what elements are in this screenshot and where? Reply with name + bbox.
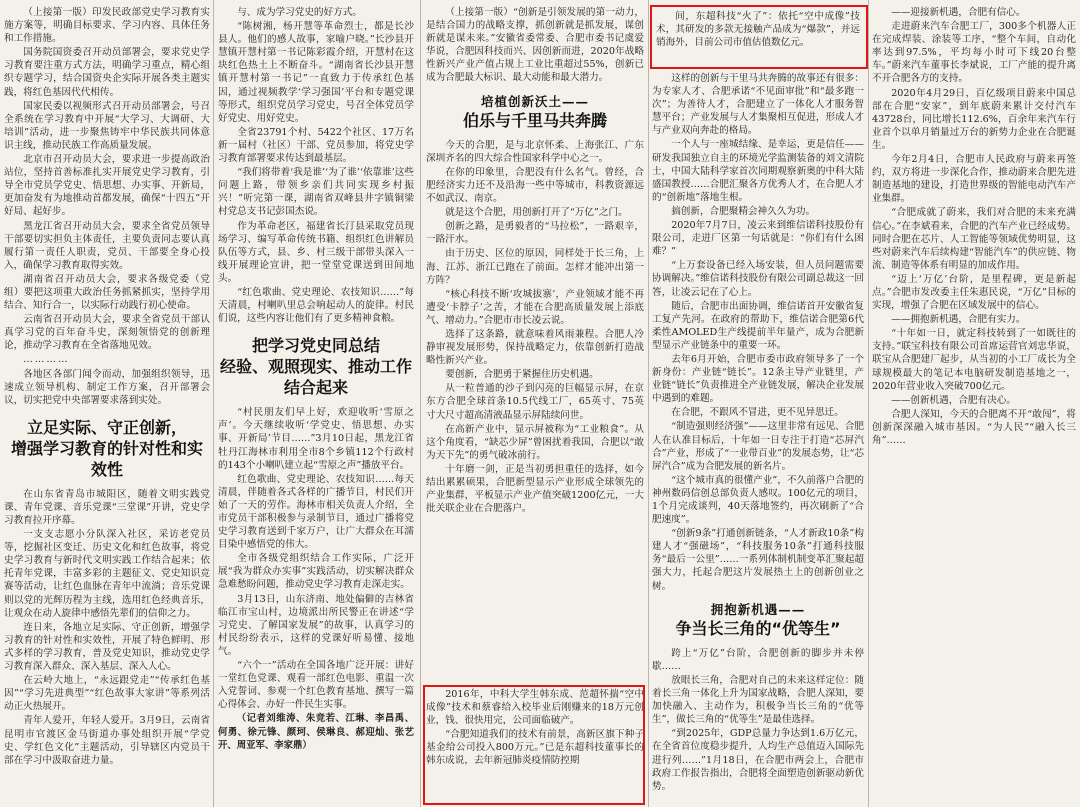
- article-column-4: [652, 6, 864, 801]
- section-heading-line: 增强学习教育的针对性和实效性: [10, 438, 203, 479]
- paragraph: （上接第一版）印发民政部党史学习教育实施方案等，明确目标要求、学习内容、具体任务和工作措施。: [4, 7, 210, 45]
- column-divider: [648, 0, 649, 807]
- paragraph: 连日来，各地立足实际、守正创新，增强学习教育的针对性和实效性，开展了特色鲜明、形式多样的学习教育，普及党史知识，推动党史学习教育深入群众、深入基层、深入人心。: [4, 621, 210, 673]
- paragraph: “迈上‘万亿’台阶，是里程碑，更是新起点。”合肥市发改委主任朱惠民说，“万亿”目标的实现，增强了合肥在区域发展中的信心。: [872, 273, 1076, 312]
- paragraph: 作为革命老区，福建省长汀县采取党员现场学习、编写革命传统书籍、组织红色讲解员队伍等方式，县、乡、村三级干部带头深入一线开展理论宣讲，把一堂堂党课送到田间地头。: [218, 220, 414, 284]
- paragraph: 一个人与一座城结缘、是幸运，更是信任——研发我国独立自主的环境光学监测装备的刘文清院士，中国大陆科学家首次同期观察新奥的中科大陆盛国教授……合肥汇聚各方优秀人才，在合肥人才的“创新地”落地生根。: [652, 139, 864, 203]
- paragraph: 国家民委以视频形式召开动员部署会，号召全系统在学习教育中开展“大学习、大调研、大培训”活动，进一步聚焦铸牢中华民族共同体意识主线，推动民族工作高质量发展。: [4, 100, 210, 151]
- section-heading-line: 把学习党史同总结: [251, 336, 380, 356]
- paragraph: 随后，合肥市出面协调，维信诺首开安徽省复工复产先河。在政府的帮助下，维信诺合肥第6代柔性AMOLED生产线提前半年量产，成为合肥新型显示产业链条中的重要一环。: [652, 300, 864, 351]
- paragraph: 要创新，合肥勇于紧握住历史机遇。: [445, 369, 599, 381]
- paragraph: 在你的印象里，合肥没有什么名气。曾经，合肥经济实力还不及沿海一些中等城市，科教资源远不如武汉、南京。: [426, 166, 644, 205]
- paragraph: 十年磨一剑，正是当初勇担重任的选择，如今结出累累硕果，合肥新型显示产业形成全球领先的产业集群，平板显示产业产值突破1200亿元，一大批关联企业在合肥落户。: [426, 463, 644, 515]
- paragraph: 红色歌曲、党史理论、农技知识……每天清晨，伴随着各式各样的广播节目，村民们开始了一天的劳作。海林市相关负责人介绍，全市党员干部积极参与录制节目，通过广播将党史学习教育送到千家万户，让广大群众在耳濡目染中感悟党的伟大。: [218, 473, 414, 551]
- column-divider: [213, 0, 214, 807]
- paragraph: “到2025年，GDP总量力争达到1.6万亿元，在全省首位度稳步提升，人均生产总值迈入国际先进行列……”1月18日，在合肥市两会上，合肥市政府工作报告指出，合肥将全面塑造创新驱动新优势。: [652, 728, 864, 792]
- section-heading: 伯乐与千里马共奔腾: [462, 110, 607, 130]
- paragraph: 去年6月开始，合肥市委市政府领导多了一个新身份：产业链“链长”。12条主导产业链里，产业链“链长”负责推进全产业链发展，解决企业发展中遇到的难题。: [652, 353, 864, 405]
- paragraph: “红色歌曲、党史理论、农技知识……”每天清晨，村喇叭里总会响起动人的旋律。村民们说，这些内容让他们有了更多精神食粮。: [218, 286, 414, 325]
- paragraph: “上万套设备已经入场安装，但人员问题需要协调解决。”维信诺科技股份有限公司副总裁这一回答，让凌云记在了心上。: [652, 260, 864, 298]
- paragraph: 北京市召开动员大会，要求进一步提高政治站位，坚持首善标准扎实开展党史学习教育，引导全市党员学党史、悟思想、办实事、开新局，更加奋发有为地推动首都发展，确保“十四五”开好局、起好步。: [4, 154, 210, 218]
- paragraph: 今年2月4日，合肥市人民政府与蔚来再签约，双方将进一步深化合作，推动蔚来合肥先进制造基地的建设，打造世界级的智能电动汽车产业集群。: [872, 154, 1076, 205]
- paragraph: “陈树湘，杨开慧等革命烈士，都是长沙县人。他们的感人故事，家喻户晓。”长沙县开慧镇开慧村第一书记陈彩霞介绍，开慧村在这块红色热土上不断奋斗。“湖南省长沙县开慧镇开慧村第一书记”一直致力于传承红色基因，通过视频教学‘学习强国’平台和专题党课等形式，组织党员学习党史，号召全体党员学好党史、用好党史。: [218, 21, 414, 124]
- highlighted-passage: [426, 688, 644, 802]
- paragraph: ——创新机遇，合肥有决心。: [891, 394, 1016, 406]
- section-heading: 争当长三角的“优等生”: [675, 618, 841, 638]
- section-heading-line: 结合起来: [283, 378, 348, 398]
- paragraph: “六个一”活动在全国各地广泛开展：讲好一堂红色党课、观看一部红色电影、重温一次入党誓词、参观一个红色教育基地、撰写一篇心得体会、办好一件民生实事。: [218, 660, 414, 711]
- article-column-2: [218, 6, 414, 801]
- paragraph: “创新9条”打通创新链条，“人才新政10条”构建人才“强磁场”，“科技服务10条”打通科技服务“最后一公里”……一系列体制机制变革汇聚起超强大力，托起合肥这片发展热土上的创新创业之树。: [652, 528, 864, 592]
- paragraph: “十年如一日，就定科技转到了一如既往的支持。”联宝科技有限公司首席运营官刘忠华说，联宝从合肥建厂起步，从当初的小工厂成长为全球规模最大的笔记本电脑研发制造基地之一，2020年营业收入突破700亿元。: [872, 328, 1076, 392]
- paragraph: 各地区各部门闻令而动，加强组织领导，迅速成立领导机构、制定工作方案，召开部署会议，切实把党中央部署要求落到实处。: [4, 368, 210, 406]
- paragraph: 全市各级党组织结合工作实际，广泛开展“我为群众办实事”实践活动，切实解决群众急难愁盼问题，推动党史学习教育走深走实。: [218, 553, 414, 591]
- paragraph: “这个城市真的很懂产业”，不久前落户合肥的神州数码信创总部负责人感叹。100亿元的项目，1个月完成谈判，40天落地签约，再次刷新了“合肥速度”。: [652, 474, 864, 526]
- paragraph: 云南省召开动员大会，要求全省党员干部认真学习党的百年奋斗史，深刻领悟党的创新理论，推动学习教育在全省落地见效。: [4, 314, 210, 352]
- paragraph: 由于历史、区位的原因，同样处于长三角，上海、江苏、浙江已跑在了前面。怎样才能冲出第一方阵？: [426, 248, 644, 286]
- article-column-5: [872, 6, 1076, 801]
- paragraph: 湖南省召开动员大会，要求各级党委（党组）要把这项重大政治任务抓紧抓实，坚持学用结合、知行合一，以实际行动践行初心使命。: [4, 273, 210, 312]
- paragraph: “我们将带着‘我是谁’‘为了谁’‘依靠谁’这些问题上路，带领乡亲们共同实现乡村振兴！”听完第一课，湖南省双峰县井字镇铜梁村党总支书记彭国杰说。: [218, 167, 414, 218]
- paragraph: “合肥知道我们的技术有前景，高新区旗下种子基金给公司投入800万元。”已是东超科技董事长的韩东成说，去年新冠肺炎疫情防控期: [426, 729, 644, 767]
- paragraph: 在山东省青岛市城阳区，随着文明实践党课、青年党课、音乐党课“三堂课”开讲，党史学习教育拉开序幕。: [4, 488, 210, 526]
- paragraph: 青年人爱开，年轻人爱开。3月9日，云南省昆明市官渡区金马街道办事处组织开展“学党史、学红色文化”主题活动，引导辖区内党员干部在学习中汲取奋进力量。: [4, 715, 210, 766]
- paragraph: ——拥抱新机遇，合肥有实力。: [891, 314, 1026, 326]
- ellipsis-separator: …………: [23, 354, 70, 366]
- paragraph: “核心科技不断‘攻城拔寨’，产业领域才能不再遭受‘卡脖子’之苦，才能在合肥高质量发展上添底气、增动力。”合肥市市长凌云说。: [426, 288, 644, 326]
- paragraph: 2016年，中科大学生韩东成、范超怀揣“空中成像”技术和蔡睿给入校毕业后刚赚来的18万元创业，钱、很快用完，公司面临破产。: [426, 689, 644, 727]
- article-column-3: [426, 6, 644, 801]
- paragraph: 在高新产业中，显示屏被称为“工业粮食”。从这个角度看，“缺芯少屏”曾困扰着我国，合肥以“敢为天下先”的勇气破冰前行。: [426, 423, 644, 461]
- paragraph: 黑龙江省召开动员大会，要求全省党员领导干部要切实担负主体责任，主要负责同志要认真履行第一责任人职责，党员、干部要全身心投入，确保学习教育取得实效。: [4, 220, 210, 271]
- paragraph: 就是这个合肥，用创新打开了“万亿”之门。: [445, 207, 628, 219]
- reporter-credits: （记者刘维涛、朱竞若、江琳、李昌禹、何勇、徐元锋、颜珂、侯琳良、郝迎灿、张艺开、周亚军、李家鼎）: [218, 713, 414, 751]
- paragraph: 放眼长三角，合肥对自己的未来这样定位：随着长三角一体化上升为国家战略，合肥人深知，要加快融入、主动作为，积极争当长三角的“优等生”，做长三角的“优等生”是最佳选择。: [652, 674, 864, 726]
- section-heading: [4, 417, 210, 480]
- paragraph: 全省23791个村、5422个社区、17万名新一届村（社区）干部、党员参加，将党史学习教育部署要求传达到最基层。: [218, 126, 414, 165]
- paragraph: 这样的创新与干里马共奔腾的故事还有很多：为专家人才、合肥承诺“不见面审批”和“最多跑一次”；为善待人才，合肥建立了一体化人才服务智慧平台；产业发展与人才集聚相互促进，形成人才与产业双向奔赴的格局。: [652, 73, 864, 137]
- paragraph: 合肥人深知，今天的合肥离不开“敢闯”，将创新深深融入城市基因。“为人民”“融入长三角”……: [872, 408, 1076, 446]
- paragraph: 3月13日，山东济南、地处偏僻的吉林省临江市宝山村，边境派出所民警正在讲述“学习党史、了解国家发展”的故事，认真学习的村民纷纷表示，这样的党课好听易懂、接地气。: [218, 593, 414, 657]
- paragraph: 选择了这条路，就意味着风雨兼程。合肥人冷静审视发展形势，保持战略定力，依靠创新打造战略性新兴产业。: [426, 328, 644, 367]
- paragraph: 走进蔚来汽车合肥工厂，300多个机器人正在完成焊装、涂装等工序，“整个车间，自动化率达到97.5%，平均每小时可下线20台整车。”蔚来汽车董事长李斌说，工厂产能的提升离不开合肥各方的支持。: [872, 21, 1076, 85]
- paragraph: 搞创新，合肥聚精会神久久为功。: [671, 205, 816, 217]
- paragraph: “合肥成就了蔚来，我们对合肥的未来充满信心。”在李斌看来，合肥的汽车产业已经成势。同时合肥在芯片、人工智能等领域优势明显，这些对蔚来汽车后续构建“智能汽车”的供应链、物流、制造等体系有明显的加成作用。: [872, 207, 1076, 271]
- paragraph: “制造强则经济强”——这里非常有远见、合肥人在认准目标后，十年如一日专注于打造“芯屏汽合”产业，形成了“一业带百业”的发展态势，让“芯屏汽合”成为合肥发展的新名片。: [652, 421, 864, 472]
- paragraph: 间，东超科技“火了”：依托“空中成像”技术，其研发的多款无接触产品成为“爆款”，并远销海外，目前公司市值估值数亿元。: [656, 11, 860, 49]
- section-kicker: 拥抱新机遇——: [710, 601, 806, 617]
- paragraph: 在合肥，不跟风不冒进，更不见异思迁。: [671, 407, 844, 419]
- paragraph: （上接第一版）“创新是引领发展的第一动力，是结合国力的战略支撑，抓创新就是抓发展，谋创新就是谋未来。”安徽省委常委、合肥市委书记虞爱华说，合肥因科技而兴、因创新而进，2020年战略性新兴产业产值占规上工业比重超过55%，创新已成为合肥最大标识、最大动能和最大潜力。: [426, 7, 644, 84]
- paragraph: 一支支志愿小分队深入社区，采访老党员等，挖掘社区变迁、历史文化和红色故事，将党史学习教育与新时代文明实践工作结合起来；依托青年党课，丰富多彩的主题征文、党史知识竞赛等活动，让红色血脉在青年中流淌；音乐党课则以党的光辉历程为主线，选用红色经典音乐，让观众在动人旋律中感悟先辈们的信仰之力。: [4, 529, 210, 619]
- section-heading: [218, 335, 414, 398]
- paragraph: 在云岭大地上，“永远跟党走”“传承红色基因”“学习先进典型”“红色故事大家讲”等系列活动正火热展开。: [4, 675, 210, 713]
- paragraph: 从一粒普通的沙子到闪亮的巨幅显示屏，在京东方合肥全球首条10.5代线工厂，65英寸、75英寸大尺寸超高清液晶显示屏陆续问世。: [426, 383, 644, 421]
- paragraph: 2020年4月29日，百亿级项目蔚来中国总部在合肥“安家”，到年底蔚来累计交付汽车43728台，同比增长112.6%，百余年来汽车行业首个以单月销量过万台的新势力企业在合肥诞生。: [872, 87, 1076, 151]
- paragraph: “村民朋友们早上好，欢迎收听‘雪原之声’。今天继续收听‘学党史、悟思想、办实事、开新局’节目……”3月10日起，黑龙江省牡丹江海林市利用全市8个乡镇112个行政村的143个小喇叭建立起“雪原之声”播放平台。: [218, 407, 414, 471]
- paragraph: 创新之路，是勇毅者的“马拉松”，一路艰辛，一路汗水。: [426, 221, 644, 246]
- highlighted-passage: [652, 6, 864, 72]
- column-divider: [420, 0, 421, 807]
- section-kicker: 培植创新沃土——: [480, 93, 589, 109]
- column-divider: [868, 0, 869, 807]
- paragraph: 今天的合肥，是与北京怀柔、上海张江、广东深圳齐名的四大综合性国家科学中心之一。: [426, 139, 644, 164]
- paragraph: 跨上“万亿”台阶，合肥创新的脚步并未停歇……: [652, 647, 864, 672]
- paragraph: 2020年7月7日，凌云来到维信诺科技股份有限公司，走进厂区第一句话就是：“你们有什么困难？”: [652, 220, 864, 258]
- paragraph: 与、成为学习党史的好方式。: [237, 7, 362, 18]
- paragraph: ——迎接新机遇，合肥有信心。: [891, 7, 1026, 18]
- paragraph: 国务院国资委召开动员部署会，要求党史学习教育要注重方式方法，明确学习重点，精心组织专题学习，结合国资央企实际开展各类主题实践，将红色基因代代相传。: [4, 47, 210, 98]
- section-heading-line: 经验、观照现实、推动工作: [219, 357, 412, 377]
- section-heading-line: 立足实际、守正创新，: [26, 417, 187, 437]
- article-column-1: [4, 6, 210, 801]
